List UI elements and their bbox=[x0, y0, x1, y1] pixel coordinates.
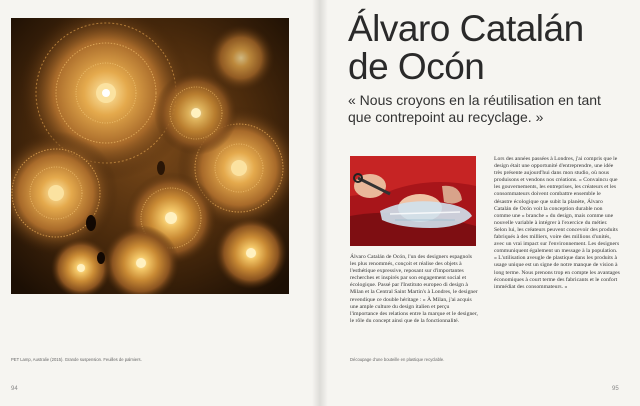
body-column-2: Lors des années passées à Londres, j'ai compris que le design était une opportunité d'entreprendre, une idée très présente aujourd'hui dans mon studio, où nous produisons et vendons nos créations. » Convaincu que les gouvernements, les entreprises, les créateurs et les consommateurs doivent combattre ensemble le désastre écologique que subit la planète, Álvaro Catalán de Ocón voit la conception durable non comme une « branche » du design, mais comme une nouvelle variable à intégrer à l'exercice du métier. Selon lui, les créateurs peuvent concevoir des produits fabriqués à des milliers, voire des millions d'unités, avec un vrai impact sur l'environnement. Les designers communiquent également un message à la population. « L'utilisation aveugle de plastique dans les produits à usage unique est un signe de notre manque de vision à long terme. Nous prenons trop en compte les avantages économiques à court terme des fabricants et le confort immédiat des consommateurs. » bbox=[494, 156, 620, 290]
page-number-right: 95 bbox=[612, 386, 619, 392]
title-line-1: Álvaro Catalán bbox=[348, 8, 584, 49]
photo-caption-right: Découpage d'une bouteille en plastique recyclable. bbox=[350, 357, 445, 362]
page-gutter bbox=[312, 0, 328, 406]
pet-lamp-illustration bbox=[11, 18, 289, 294]
body-column-1: Álvaro Catalán de Ocón, l'un des designers espagnols les plus renommés, conçoit et réalise des objets à l'esthétique expressive, reposant sur d'importantes recherches et inspirés par son engagement social et écologique. Passé par l'Instituto europeo di design à Milan et la Central Saint Martin's à Londres, le designer revendique ce double héritage : « À Milan, j'ai acquis une ample culture du design italien et perçu l'importance des relations entre la marque et le designer, le rôle du concept ainsi que de la fonctionnalité. bbox=[350, 254, 478, 324]
page-number-left: 94 bbox=[11, 386, 18, 392]
article-title bbox=[348, 10, 628, 86]
pet-lamp-photo bbox=[11, 18, 289, 294]
photo-caption-left: PET Lamp, Australie (2015). Grande suspension. Feuilles de palmiers. bbox=[11, 357, 142, 362]
pull-quote: « Nous croyons en la réutilisation en tant que contrepoint au recyclage. » bbox=[348, 92, 601, 125]
bottle-cutting-photo bbox=[350, 156, 476, 246]
lamp-discs bbox=[11, 18, 289, 294]
title-line-2: de Ocón bbox=[348, 46, 485, 87]
bottle-cutting-illustration bbox=[350, 156, 476, 246]
